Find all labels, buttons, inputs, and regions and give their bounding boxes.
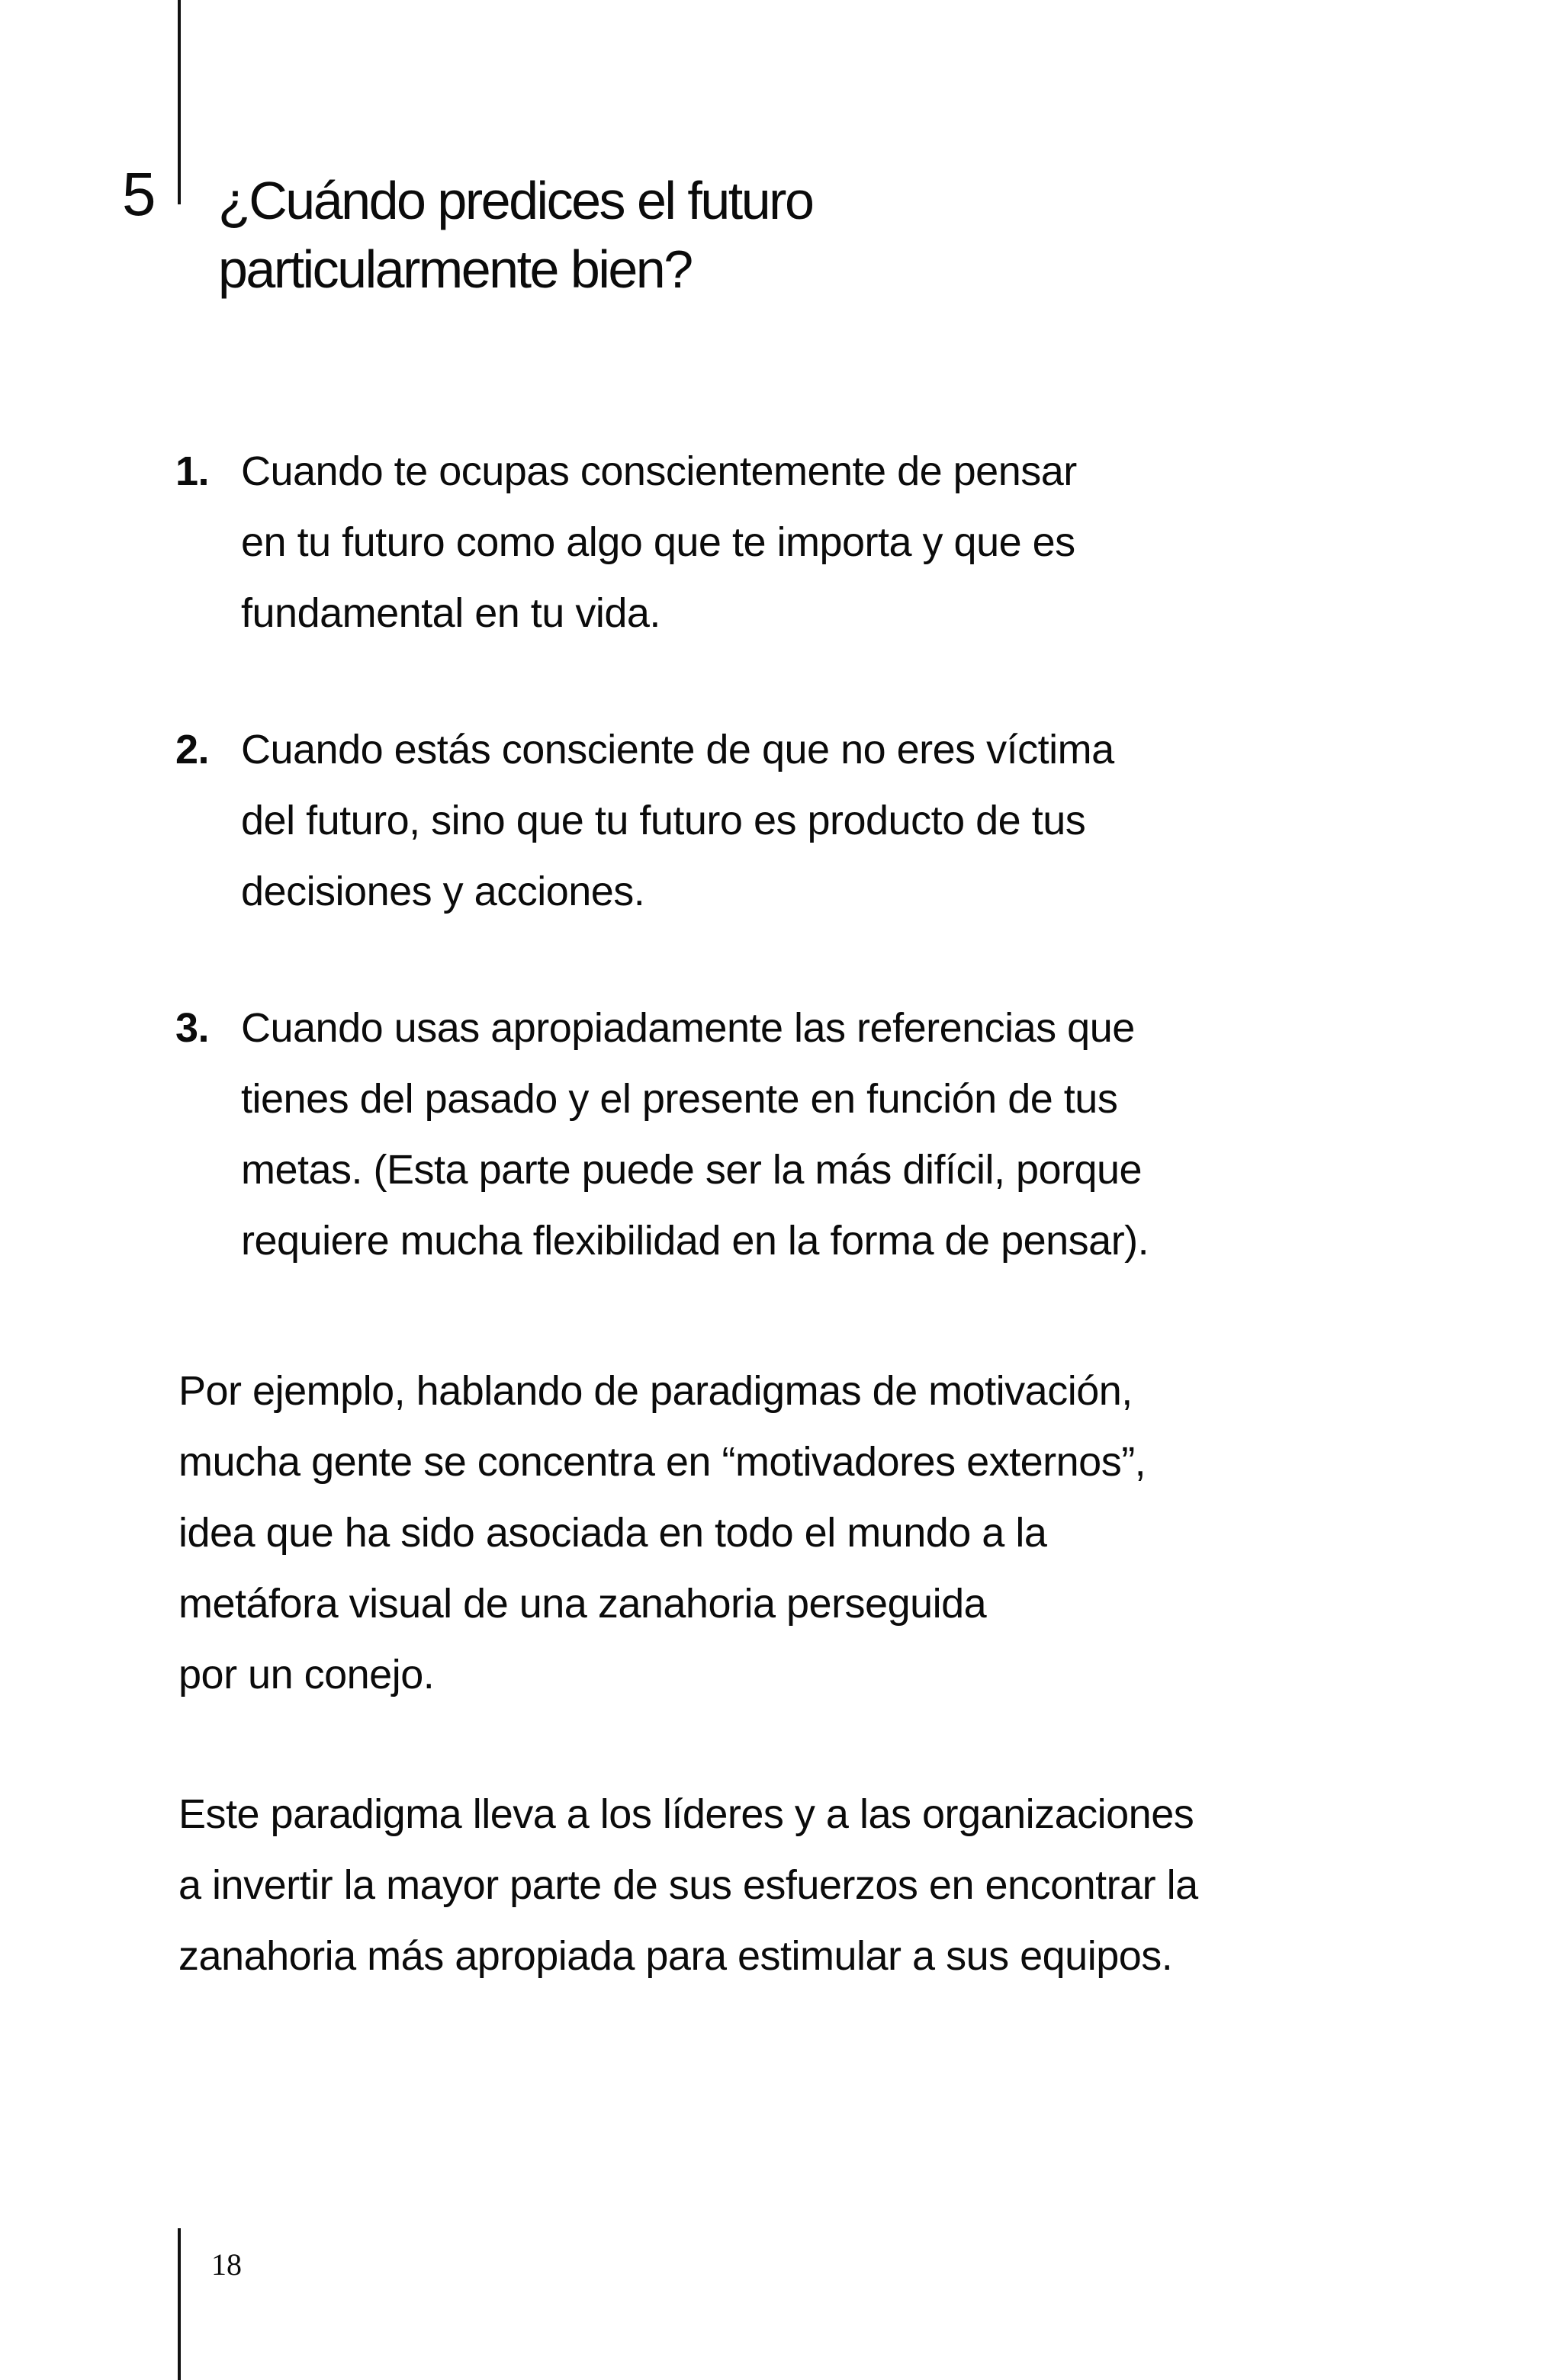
- body-paragraph: [178, 1356, 1475, 1710]
- text-line: Este paradigma lleva a los líderes y a las organizaciones: [178, 1791, 1194, 1837]
- text-line: del futuro, sino que tu futuro es producto de tus: [241, 798, 1086, 843]
- chapter-number: 5: [122, 160, 155, 228]
- text-line: metas. (Esta parte puede ser la más difícil, porque: [241, 1147, 1143, 1193]
- chapter-title-line: particularmente bien?: [218, 239, 692, 299]
- numbered-list: [175, 436, 1396, 1342]
- text-line: decisiones y acciones.: [241, 869, 645, 914]
- text-line: Cuando te ocupas conscientemente de pensar: [241, 448, 1077, 494]
- text-line: a invertir la mayor parte de sus esfuerzos en encontrar la: [178, 1862, 1198, 1908]
- list-item-text: [241, 436, 1396, 649]
- text-line: zanahoria más apropiada para estimular a sus equipos.: [178, 1933, 1173, 1979]
- text-line: fundamental en tu vida.: [241, 590, 660, 636]
- text-line: requiere mucha flexibilidad en la forma de pensar).: [241, 1218, 1149, 1264]
- text-line: por un conejo.: [178, 1652, 435, 1697]
- text-line: Cuando estás consciente de que no eres víctima: [241, 727, 1114, 772]
- body-paragraph: [178, 1779, 1475, 1992]
- list-item-number: 1.: [175, 448, 210, 494]
- list-item-number: 3.: [175, 1005, 210, 1051]
- list-item: [175, 715, 1396, 927]
- text-line: idea que ha sido asociada en todo el mundo a la: [178, 1510, 1047, 1556]
- text-line: metáfora visual de una zanahoria perseguida: [178, 1581, 987, 1627]
- text-line: Cuando usas apropiadamente las referencias que: [241, 1005, 1135, 1051]
- chapter-title: [218, 166, 1133, 304]
- text-line: mucha gente se concentra en “motivadores externos”,: [178, 1439, 1146, 1485]
- list-item: [175, 993, 1396, 1277]
- page-number: 18: [211, 2247, 242, 2282]
- text-line: tienes del pasado y el presente en función de tus: [241, 1076, 1118, 1122]
- list-item-number: 2.: [175, 727, 210, 772]
- margin-rule-top: [178, 0, 181, 204]
- text-line: Por ejemplo, hablando de paradigmas de motivación,: [178, 1368, 1133, 1414]
- list-item: [175, 436, 1396, 649]
- text-line: en tu futuro como algo que te importa y que es: [241, 519, 1075, 565]
- list-item-text: [241, 993, 1396, 1277]
- margin-rule-bottom: [178, 2228, 181, 2380]
- list-item-text: [241, 715, 1396, 927]
- chapter-title-line: ¿Cuándo predices el futuro: [218, 171, 813, 230]
